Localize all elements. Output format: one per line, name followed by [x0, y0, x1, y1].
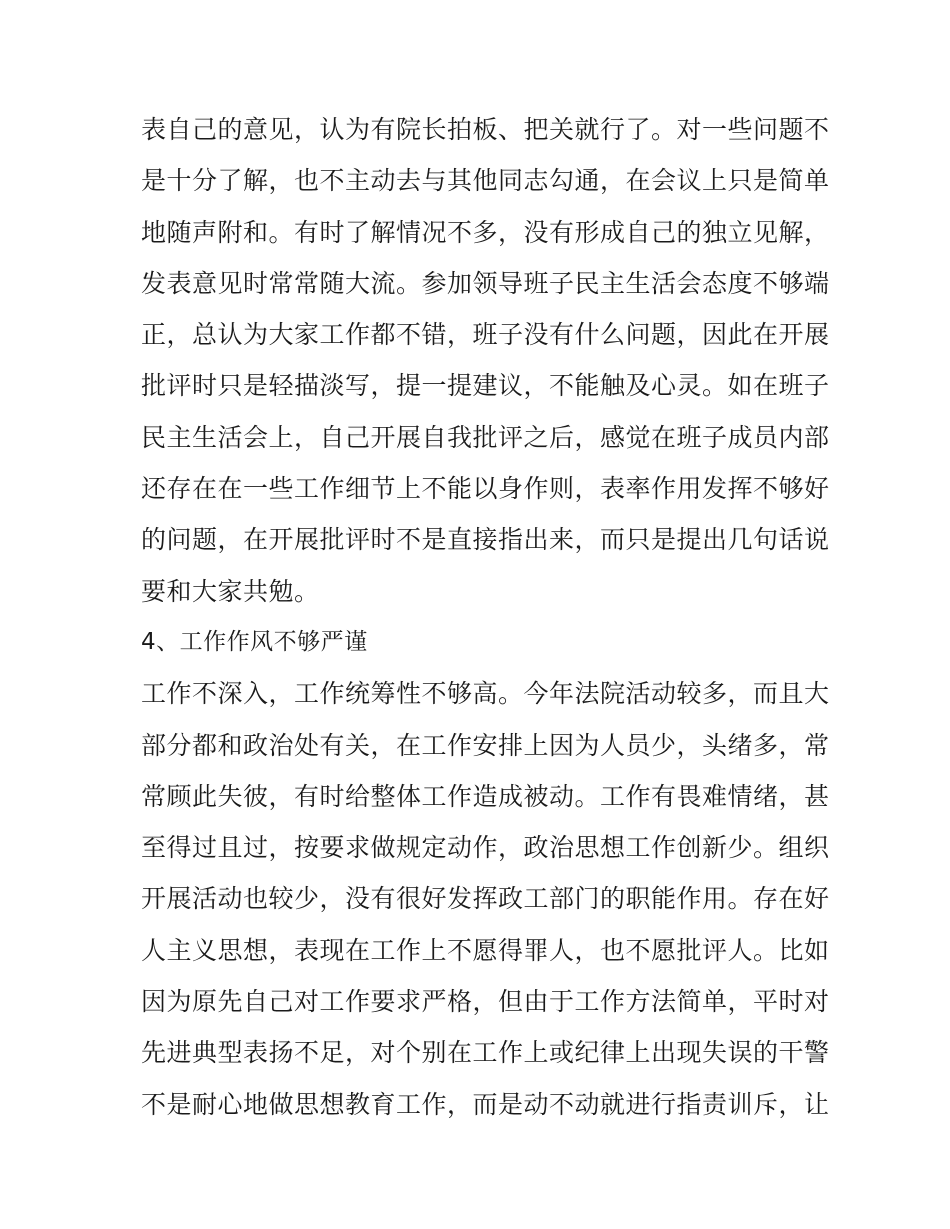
text-line: 地随声附和。有时了解情况不多，没有形成自己的独立见解，: [141, 217, 830, 247]
text-line: 工作不深入，工作统筹性不够高。今年法院活动较多，而且大: [141, 679, 830, 709]
section-heading: 4、工作作风不够严谨: [141, 628, 368, 655]
text-line: 是十分了解，也不主动去与其他同志勾通，在会议上只是简单: [141, 166, 830, 196]
text-line: 民主生活会上，自己开展自我批评之后，感觉在班子成员内部: [141, 422, 830, 452]
text-line: 先进典型表扬不足，对个别在工作上或纪律上出现失误的干警: [141, 1038, 830, 1068]
text-line: 不是耐心地做思想教育工作，而是动不动就进行指责训斥，让: [141, 1089, 830, 1119]
text-line: 批评时只是轻描淡写，提一提建议，不能触及心灵。如在班子: [141, 371, 830, 401]
text-line: 因为原先自己对工作要求严格，但由于工作方法简单，平时对: [141, 987, 830, 1017]
text-line: 正，总认为大家工作都不错，班子没有什么问题，因此在开展: [141, 320, 830, 350]
body-text: [141, 104, 830, 1130]
text-line: 人主义思想，表现在工作上不愿得罪人，也不愿批评人。比如: [141, 935, 830, 965]
text-line: 常顾此失彼，有时给整体工作造成被动。工作有畏难情绪，甚: [141, 781, 830, 811]
text-line: 要和大家共勉。: [141, 576, 320, 606]
text-line: 发表意见时常常随大流。参加领导班子民主生活会态度不够端: [141, 268, 830, 298]
text-line: 开展活动也较少，没有很好发挥政工部门的职能作用。存在好: [141, 884, 830, 914]
text-line: 部分都和政治处有关，在工作安排上因为人员少，头绪多，常: [141, 730, 830, 760]
text-line: 表自己的意见，认为有院长拍板、把关就行了。对一些问题不: [141, 115, 830, 144]
text-line: 还存在在一些工作细节上不能以身作则，表率作用发挥不够好: [141, 474, 830, 504]
text-line: 至得过且过，按要求做规定动作，政治思想工作创新少。组织: [141, 833, 830, 863]
text-line: 的问题，在开展批评时不是直接指出来，而只是提出几句话说: [141, 525, 830, 555]
